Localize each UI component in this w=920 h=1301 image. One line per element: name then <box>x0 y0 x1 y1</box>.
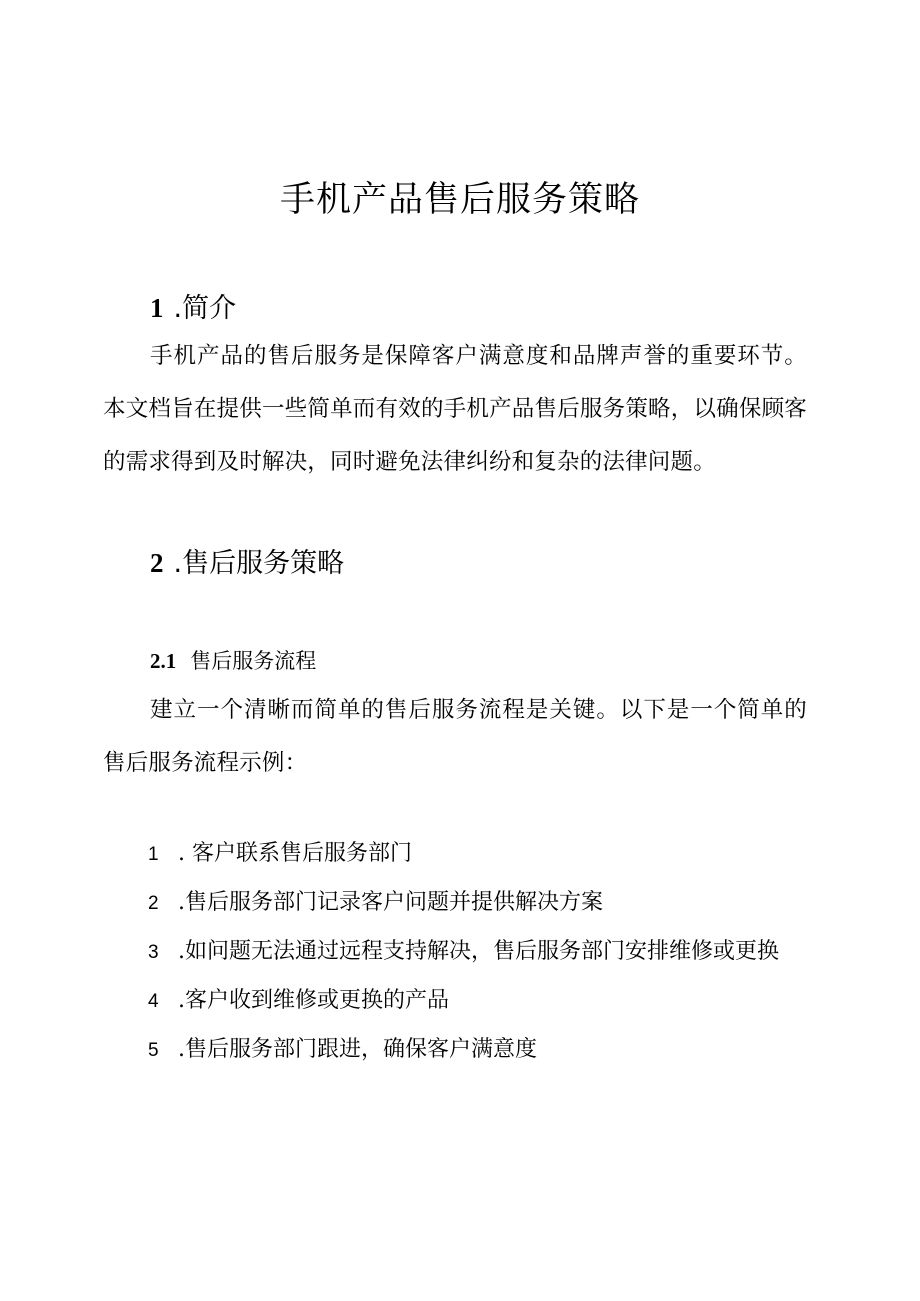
section-1-title: .简介 <box>173 293 237 324</box>
service-process-list <box>148 836 779 1081</box>
list-item <box>148 1032 779 1081</box>
list-item <box>148 983 779 1032</box>
list-item-text: . 客户联系售后服务部门 <box>178 841 412 866</box>
subsection-2-1-number: 2.1 <box>150 649 177 673</box>
list-item-number: 2 <box>148 893 159 914</box>
page-title: 手机产品售后服务策略 <box>279 180 640 220</box>
subsection-2-1-heading <box>150 646 316 676</box>
section-2-title: .售后服务策略 <box>173 548 345 579</box>
list-item <box>148 934 779 983</box>
list-item-number: 1 <box>148 844 159 865</box>
section-1-paragraph: 手机产品的售后服务是保障客户满意度和品牌声誉的重要环节。本文档旨在提供一些简单而有效的手机产品售后服务策略，以确保顾客的需求得到及时解决，同时避免法律纠纷和复杂的法律问题。 <box>103 343 807 475</box>
subsection-2-1-title: 售后服务流程 <box>190 649 317 673</box>
list-item-number: 4 <box>148 991 159 1012</box>
list-item-text: .如问题无法通过远程支持解决，售后服务部门安排维修或更换 <box>178 939 779 964</box>
list-item <box>148 885 779 934</box>
list-item-text: .售后服务部门记录客户问题并提供解决方案 <box>178 890 603 915</box>
list-item-text: .客户收到维修或更换的产品 <box>178 988 449 1013</box>
list-item-text: .售后服务部门跟进，确保客户满意度 <box>178 1037 537 1062</box>
section-1-number: 1 <box>150 293 164 323</box>
section-2-heading <box>150 545 344 582</box>
section-1-heading <box>150 290 236 327</box>
list-item-number: 3 <box>148 942 159 963</box>
subsection-2-1-paragraph: 建立一个清晰而简单的售后服务流程是关键。以下是一个简单的售后服务流程示例： <box>103 697 807 776</box>
list-item-number: 5 <box>148 1040 159 1061</box>
section-2-number: 2 <box>150 548 164 578</box>
list-item <box>148 836 779 885</box>
